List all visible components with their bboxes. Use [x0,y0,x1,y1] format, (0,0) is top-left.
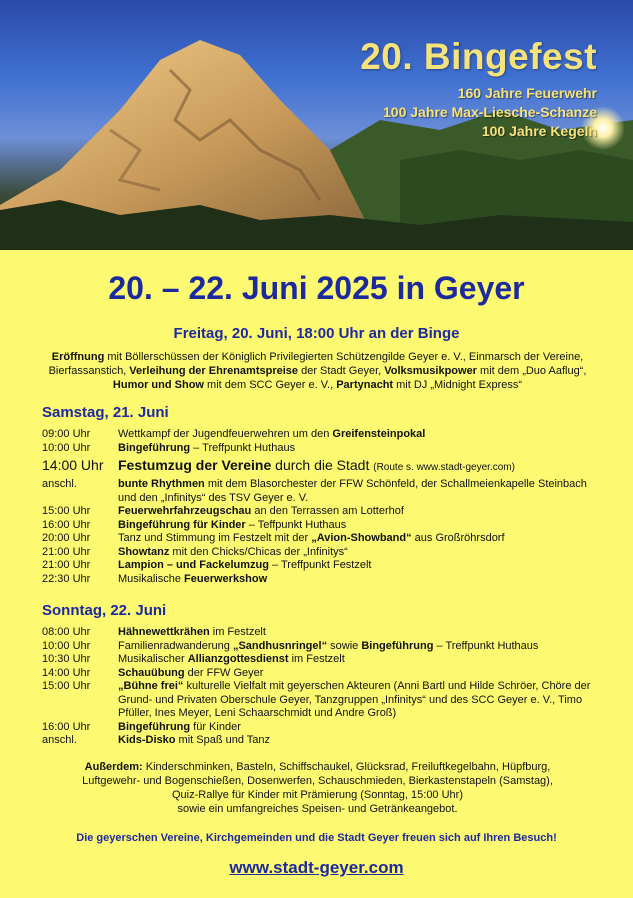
anniversary-list [383,84,597,141]
schedule-row [42,546,602,560]
body-text: der Stadt Geyer, [298,365,385,377]
body-text: sowie [327,639,362,652]
schedule-time: anschl. [42,734,77,746]
schedule-row [42,721,602,735]
schedule-description [118,721,602,735]
schedule-row [42,559,602,573]
highlight-text: Feuerwerkshow [184,572,268,585]
highlight-text: Bingeführung für Kinder [118,518,246,531]
schedule-row [42,640,602,654]
sunday-heading: Sonntag, 22. Juni [42,602,167,619]
friday-description [40,350,595,392]
schedule-time: 15:00 Uhr [42,680,91,692]
schedule-row [42,442,602,456]
highlight-text: Partynacht [336,379,394,391]
saturday-heading: Samstag, 21. Juni [42,404,169,421]
schedule-description [118,559,602,573]
schedule-row [42,573,602,587]
body-text: mit DJ „Midnight Express“ [393,379,523,391]
schedule-time: 16:00 Uhr [42,720,91,733]
anniversary-line: 100 Jahre Kegeln [481,123,597,139]
schedule-time: 21:00 Uhr [42,545,91,558]
body-text: Tanz und Stimmung im Festzelt mit der [118,532,312,544]
website-link[interactable]: www.stadt-geyer.com [229,858,404,877]
body-text: Musikalischer [118,653,188,665]
body-text: – Teffpunkt Huthaus [245,518,347,531]
schedule-description [118,428,602,442]
schedule-row [42,428,602,442]
extras-line: Quiz-Rallye für Kinder mit Prämierung (Sonntag, 15:00 Uhr) [171,789,463,801]
schedule-description [118,519,602,533]
schedule-description [118,653,602,667]
highlight-text: Kids-Disko [118,734,176,746]
schedule-description [118,640,602,654]
schedule-time: 22:30 Uhr [42,572,91,585]
body-text: an den Terrassen am Lotterhof [251,505,404,517]
highlight-text: Volksmusikpower [384,365,477,377]
body-text: für Kinder [190,720,241,733]
schedule-time: anschl. [42,478,77,490]
schedule-row [42,626,602,640]
highlight-text: Festumzug der Vereine [118,457,272,473]
extras-line: Luftgewehr- und Bogenschießen, Dosenwerfen, Schauschmieden, Bierkastenstapeln (Samstag), [82,775,553,787]
highlight-text: Lampion – und Fackelumzug [118,559,269,571]
extras-line: sowie ein umfangreiches Speisen- und Getränkeangebot. [177,803,458,815]
schedule-time: 10:00 Uhr [42,441,91,454]
schedule-time: 10:30 Uhr [42,653,91,665]
extras-block [40,760,595,816]
schedule-row [42,653,602,667]
schedule-time: 20:00 Uhr [42,532,91,544]
body-text: – Treffpunkt Festzelt [268,559,372,571]
body-text: mit dem SCC Geyer e. V., [203,379,337,391]
schedule-description [118,442,602,456]
schedule-row [42,532,602,546]
sunday-schedule [42,626,602,748]
schedule-row [42,505,602,519]
schedule-time: 14:00 Uhr [42,666,91,679]
highlight-text: Bingeführung [118,720,191,733]
highlight-text: Bingeführung [361,639,434,652]
highlight-text: „Sandhusnringel“ [232,639,328,652]
body-text: im Festzelt [209,626,266,638]
saturday-schedule [42,428,602,586]
route-note: (Route s. www.stadt-geyer.com) [373,462,515,473]
hero-photo [0,0,633,250]
schedule-row [42,734,602,748]
schedule-description [118,546,602,560]
schedule-description [118,478,602,505]
schedule-description [118,734,602,748]
schedule-time: 14:00 Uhr [42,457,104,473]
highlight-text: Bingeführung [118,441,191,454]
body-text: mit Böllerschüssen der Königlich Privilegierten Schützengilde Geyer e. V., Einmarsch der Vereine, Bierfassanstich, [48,351,584,377]
schedule-description [118,505,602,519]
body-text: mit dem Blasorchester der FFW Schönfeld, der Schallmeienkapelle Steinbach und den „Infinitys“ des TSV Geyer e. V. [118,478,587,504]
body-text: der FFW Geyer [184,666,264,679]
highlight-text: Verleihung der Ehrenamtspreise [129,365,299,377]
highlight-text: Humor und Show [112,379,204,391]
schedule-time: 10:00 Uhr [42,639,91,652]
schedule-row [42,478,602,505]
schedule-row [42,680,602,721]
body-text: kulturelle Vielfalt mit geyerschen Akteuren (Anni Bartl und Hilde Schröer, Chöre der Grund- und Privaten Oberschule Geyer, Tanzgruppen „Infinitys“ und des SCC Geyer e. V., Timo Pfüller, Ines Meyer, Leni Schaarschmidt und Andre Groß) [118,680,591,719]
schedule-time: 08:00 Uhr [42,626,91,638]
schedule-description [118,680,602,721]
body-text: – Treffpunkt Huthaus [190,441,296,454]
schedule-time: 16:00 Uhr [42,518,91,531]
body-text: – Treffpunkt Huthaus [433,639,539,652]
schedule-time: 09:00 Uhr [42,428,91,440]
highlight-text: bunte Rhythmen [118,478,205,490]
body-text: mit den Chicks/Chicas der „Infinitys“ [169,545,348,558]
highlight-text: Schauübung [118,666,185,679]
schedule-description [118,573,602,587]
schedule-description [118,626,602,640]
schedule-row [42,667,602,681]
body-text: Familienradwanderung [118,639,233,652]
body-text: aus Großröhrsdorf [411,532,505,544]
date-title: 20. – 22. Juni 2025 in Geyer [108,270,525,306]
schedule-description [118,667,602,681]
anniversary-line: 100 Jahre Max-Liesche-Schanze [383,104,597,120]
friday-heading: Freitag, 20. Juni, 18:00 Uhr an der Binge [173,325,460,342]
body-text: im Festzelt [288,653,345,665]
schedule-description [118,455,602,478]
highlight-text: Feuerwehrfahrzeugschau [118,505,252,517]
highlight-text: Eröffnung [51,351,105,363]
festival-title: 20. Bingefest [360,36,597,77]
schedule-time: 15:00 Uhr [42,505,91,517]
body-text: Musikalische [118,572,185,585]
schedule-description [118,532,602,546]
highlight-text: Showtanz [118,545,170,558]
highlight-text: Greifensteinpokal [332,428,426,440]
highlight-text: Allianzgottesdienst [187,653,289,665]
schedule-row [42,455,602,478]
extras-line: Kinderschminken, Basteln, Schiffschaukel, Glücksrad, Freiluftkegelbahn, Hüpfburg, [142,761,551,773]
body-text: mit dem „Duo Aaflug“, [476,365,587,377]
highlight-text: „Avion-Showband“ [311,532,412,544]
body-text: durch die Stadt [271,457,374,473]
schedule-time: 21:00 Uhr [42,559,91,571]
body-text: mit Spaß und Tanz [175,734,271,746]
extras-label: Außerdem: [84,761,143,773]
highlight-text: Hähnewettkrähen [118,626,210,638]
body-text: Wettkampf der Jugendfeuerwehren um den [118,428,333,440]
highlight-text: „Bühne frei“ [118,680,184,692]
anniversary-line: 160 Jahre Feuerwehr [457,85,597,101]
closing-message: Die geyerschen Vereine, Kirchgemeinden und die Stadt Geyer freuen sich auf Ihren Besuch! [76,832,557,844]
schedule-row [42,519,602,533]
